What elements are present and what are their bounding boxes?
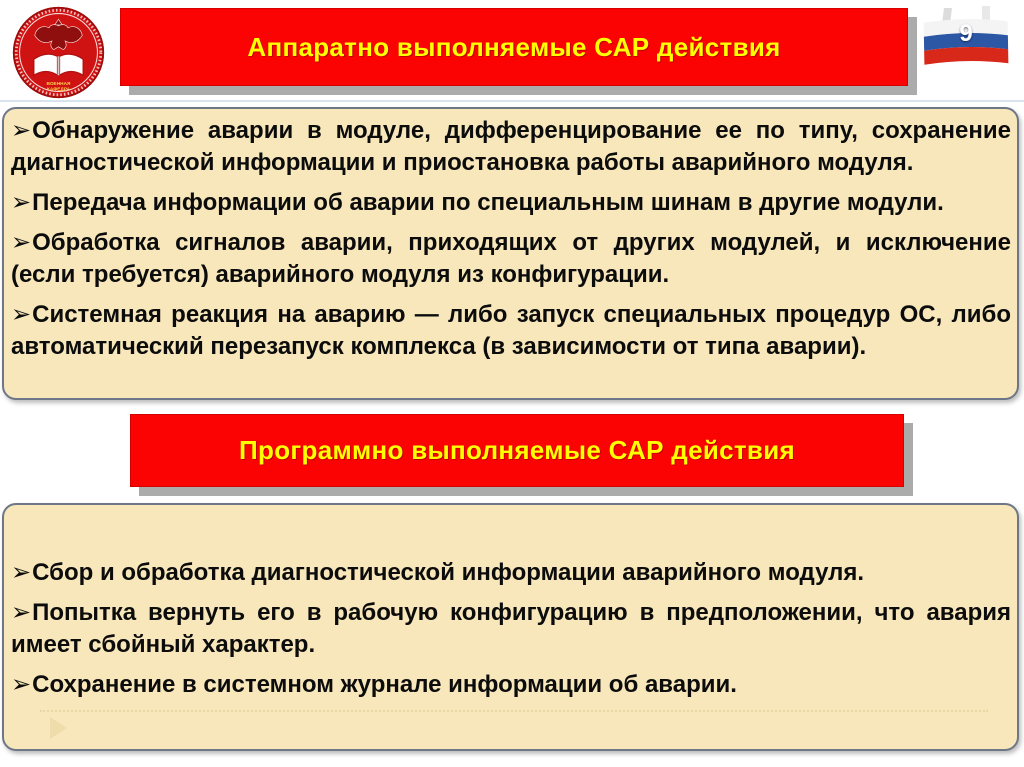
software-actions-box — [2, 503, 1019, 751]
arrow-bullet-icon: ➢ — [11, 671, 32, 698]
bullet-text: Сбор и обработка диагностической информации аварийного модуля. — [32, 559, 865, 586]
slide-title: Аппаратно выполняемые САР действия — [247, 31, 781, 62]
arrow-bullet-icon: ➢ — [11, 229, 32, 256]
russia-flag-slide-number — [920, 6, 1012, 70]
bullet-text: Обнаружение аварии в модуле, дифференцирование ее по типу, сохранение диагностической информации и приостановка работы аварийного модуля. — [11, 117, 1011, 176]
slide-number: 9 — [959, 20, 973, 47]
academy-emblem — [10, 5, 107, 100]
hardware-actions-box — [2, 107, 1019, 400]
open-book-icon — [34, 54, 83, 75]
hardware-bullet-1 — [11, 115, 1011, 179]
bullet-text: Попытка вернуть его в рабочую конфигурацию в предположении, что авария имеет сбойный характер. — [11, 599, 1011, 658]
header-divider — [0, 100, 1024, 102]
emblem-caption-line1: ВОЕННАЯ — [46, 81, 71, 87]
section-title-banner — [130, 414, 904, 487]
arrow-bullet-icon: ➢ — [11, 599, 32, 626]
software-bullet-2 — [11, 597, 1011, 661]
bullet-text: Передача информации об аварии по специальным шинам в другие модули. — [32, 189, 944, 216]
arrow-bullet-icon: ➢ — [11, 189, 32, 216]
arrow-bullet-icon: ➢ — [11, 301, 32, 328]
section-title: Программно выполняемые САР действия — [239, 435, 795, 465]
hardware-bullet-4 — [11, 299, 1011, 363]
emblem-caption-line2: КАФЕДРА — [47, 87, 70, 93]
software-bullet-3 — [11, 669, 1011, 701]
footer-divider — [40, 710, 988, 712]
bullet-text: Сохранение в системном журнале информации об аварии. — [32, 671, 737, 698]
hardware-bullet-2 — [11, 187, 1011, 219]
hardware-bullet-3 — [11, 227, 1011, 291]
arrow-bullet-icon: ➢ — [11, 559, 32, 586]
slide-title-banner — [120, 8, 908, 86]
academy-emblem-graphic — [10, 5, 107, 100]
arrow-bullet-icon: ➢ — [11, 117, 32, 144]
bullet-text: Обработка сигналов аварии, приходящих от других модулей, и исключение (если требуется) аварийного модуля из конфигурации. — [11, 229, 1011, 288]
bullet-text: Системная реакция на аварию — либо запуск специальных процедур ОС, либо автоматический перезапуск комплекса (в зависимости от типа аварии). — [11, 301, 1011, 360]
next-arrow-icon — [50, 717, 67, 739]
software-bullet-1 — [11, 557, 1011, 589]
